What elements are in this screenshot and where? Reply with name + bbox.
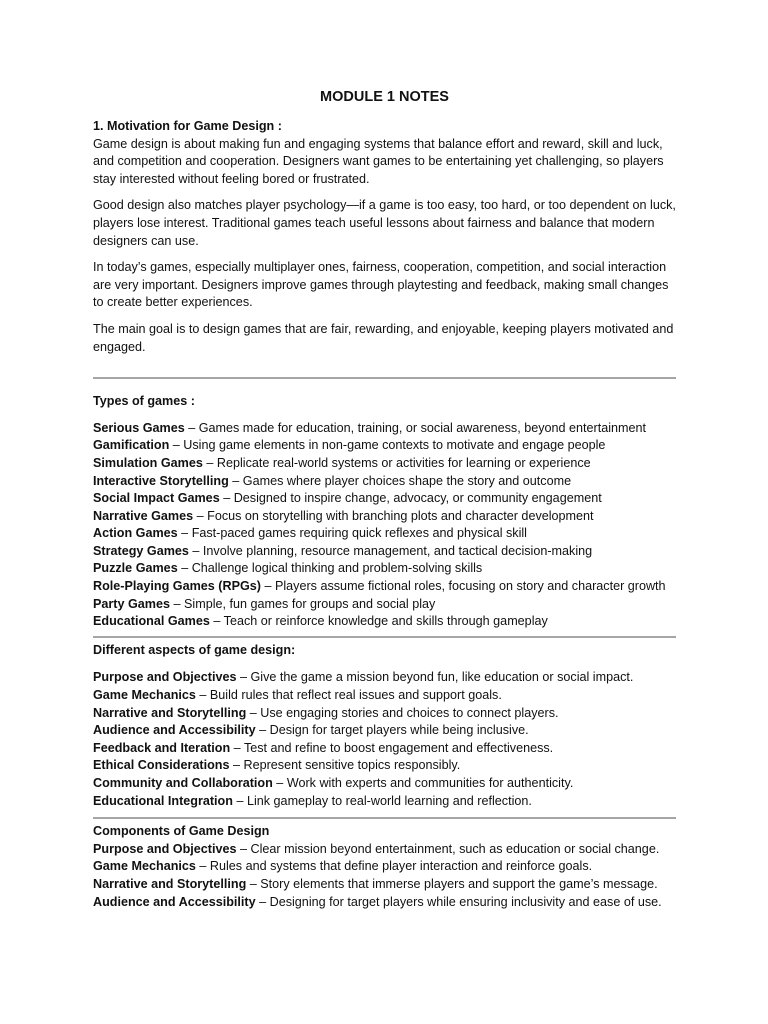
item-desc: – Represent sensitive topics responsibly. (229, 758, 461, 773)
list-item (93, 876, 676, 894)
item-term: Audience and Accessibility (93, 894, 256, 909)
motivation-paragraph: Game design is about making fun and engaging systems that balance effort and reward, skill and luck, and competition and cooperation. Designers want games to be entertaining yet challenging, so players stay interested without feeling bored or frustrated. (93, 136, 664, 186)
motivation-paragraph: The main goal is to design games that are fair, rewarding, and enjoyable, keeping players motivated and engaged. (93, 321, 674, 354)
list-item (93, 894, 676, 912)
list-item (93, 596, 676, 614)
item-term: Narrative Games (93, 508, 194, 523)
item-desc: – Work with experts and communities for authenticity. (272, 776, 574, 790)
motivation-paragraph: In today’s games, especially multiplayer ones, fairness, cooperation, competition, and social interaction are very important. Designers improve games through playtesting and feedback, making small changes to create better experiences. (93, 260, 669, 310)
list-item (93, 740, 676, 758)
item-term: Simulation Games (93, 455, 203, 470)
components-section (93, 823, 676, 911)
item-term: Social Impact Games (93, 491, 220, 506)
item-desc: – Using game elements in non-game contexts to motivate and engage people (169, 438, 606, 453)
list-item (93, 420, 676, 438)
item-desc: – Simple, fun games for groups and social play (170, 596, 436, 611)
list-item (93, 525, 676, 543)
list-item (93, 437, 676, 455)
item-term: Role-Playing Games (RPGs) (93, 579, 261, 594)
list-item (93, 508, 676, 526)
item-term: Educational Games (93, 614, 210, 629)
list-item (93, 560, 676, 578)
item-desc: – Link gameplay to real-world learning and reflection. (232, 793, 532, 808)
list-item (93, 490, 676, 508)
item-term: Party Games (93, 596, 171, 611)
item-desc: – Players assume fictional roles, focusing on story and character growth (260, 579, 666, 594)
item-desc: – Replicate real-world systems or activities for learning or experience (202, 455, 591, 470)
item-term: Audience and Accessibility (93, 723, 256, 738)
item-term: Feedback and Iteration (93, 740, 231, 755)
section-divider (93, 377, 676, 379)
list-item (93, 473, 676, 491)
types-heading: Types of games : (93, 394, 195, 409)
item-desc: – Designed to inspire change, advocacy, or community engagement (219, 491, 602, 506)
item-term: Game Mechanics (93, 859, 196, 874)
motivation-heading: 1. Motivation for Game Design : (93, 119, 282, 133)
list-item (93, 543, 676, 561)
item-desc: – Clear mission beyond entertainment, such as education or social change. (236, 841, 660, 856)
item-term: Puzzle Games (93, 561, 178, 576)
item-term: Community and Collaboration (93, 776, 273, 790)
list-item (93, 858, 676, 876)
list-item (93, 722, 676, 740)
page-title: MODULE 1 NOTES (320, 89, 449, 105)
types-section (93, 393, 676, 631)
item-desc: – Teach or reinforce knowledge and skills through gameplay (209, 614, 548, 629)
section-divider (93, 636, 676, 638)
item-term: Narrative and Storytelling (93, 876, 247, 891)
item-desc: – Designing for target players while ensuring inclusivity and ease of use. (255, 894, 662, 909)
item-term: Action Games (93, 526, 178, 541)
item-term: Purpose and Objectives (93, 841, 237, 856)
item-desc: – Story elements that immerse players and support the game’s message. (246, 876, 658, 891)
list-item (93, 775, 676, 793)
motivation-section (93, 118, 676, 356)
list-item (93, 613, 676, 631)
item-desc: – Rules and systems that define player interaction and reinforce goals. (195, 859, 593, 874)
item-term: Game Mechanics (93, 688, 196, 703)
item-desc: – Games made for education, training, or social awareness, beyond entertainment (184, 420, 647, 435)
motivation-paragraph: Good design also matches player psychology—if a game is too easy, too hard, or too dependent on luck, players lose interest. Traditional games teach useful lessons about fairness and balance that modern designers can use. (93, 198, 676, 248)
item-desc: – Challenge logical thinking and problem-solving skills (177, 561, 483, 576)
item-term: Narrative and Storytelling (93, 705, 247, 720)
list-item (93, 757, 676, 775)
components-list (93, 841, 676, 911)
list-item (93, 793, 676, 811)
item-term: Educational Integration (93, 793, 233, 808)
item-term: Interactive Storytelling (93, 473, 229, 488)
aspects-heading: Different aspects of game design: (93, 642, 296, 657)
item-desc: – Involve planning, resource management, and tactical decision-making (188, 543, 593, 558)
list-item (93, 669, 676, 687)
components-heading: Components of Game Design (93, 824, 270, 839)
section-divider (93, 817, 676, 819)
item-desc: – Design for target players while being inclusive. (255, 723, 529, 738)
item-term: Ethical Considerations (93, 758, 230, 773)
item-desc: – Give the game a mission beyond fun, like education or social impact. (236, 670, 634, 685)
item-desc: – Use engaging stories and choices to connect players. (246, 705, 559, 720)
item-term: Strategy Games (93, 543, 189, 558)
aspects-list (93, 669, 676, 810)
item-desc: – Focus on storytelling with branching plots and character development (193, 508, 594, 523)
item-term: Purpose and Objectives (93, 670, 237, 685)
list-item (93, 578, 676, 596)
list-item (93, 687, 676, 705)
item-term: Gamification (93, 438, 170, 453)
item-term: Serious Games (93, 420, 185, 435)
item-desc: – Test and refine to boost engagement and effectiveness. (230, 740, 554, 755)
item-desc: – Games where player choices shape the story and outcome (228, 473, 572, 488)
types-list (93, 420, 676, 631)
list-item (93, 841, 676, 859)
item-desc: – Build rules that reflect real issues and support goals. (195, 688, 502, 703)
document-page (93, 88, 676, 916)
list-item (93, 455, 676, 473)
item-desc: – Fast-paced games requiring quick reflexes and physical skill (177, 526, 527, 541)
list-item (93, 705, 676, 723)
aspects-section (93, 642, 676, 810)
